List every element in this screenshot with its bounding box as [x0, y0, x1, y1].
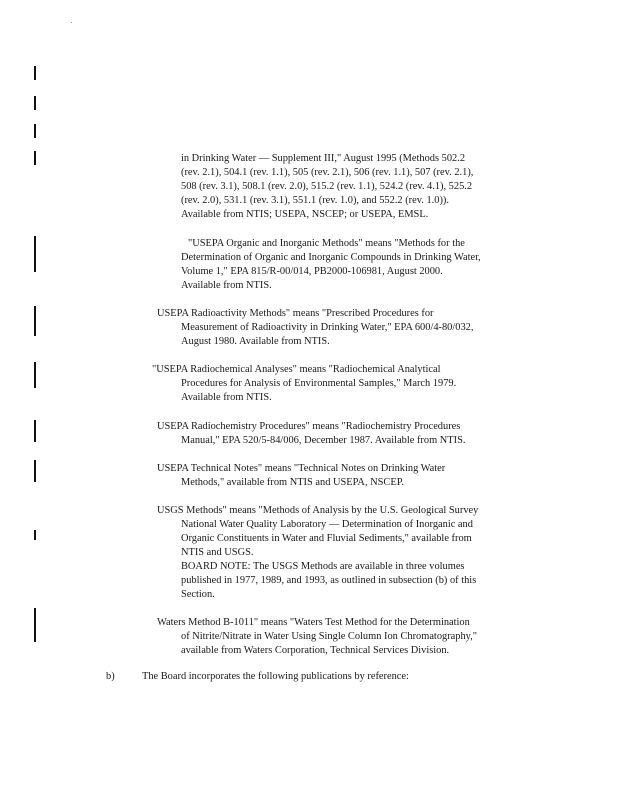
board-note: BOARD NOTE: The USGS Methods are available in three volumes — [181, 561, 465, 572]
change-bar — [34, 151, 36, 165]
document-line: USGS Methods" means "Methods of Analysis by the U.S. Geological Survey — [157, 505, 479, 516]
change-bar — [34, 460, 36, 482]
document-line: Available from NTIS. — [181, 392, 272, 403]
document-line: USEPA Technical Notes" means "Technical Notes on Drinking Water — [157, 463, 446, 474]
scan-speck — [71, 22, 72, 23]
document-line: available from Waters Corporation, Technical Services Division. — [181, 645, 450, 656]
document-line: in Drinking Water — Supplement III," August 1995 (Methods 502.2 — [181, 153, 466, 164]
document-line: National Water Quality Laboratory — Determination of Inorganic and — [181, 519, 473, 530]
subsection-label: b) — [106, 671, 115, 682]
change-bar — [34, 420, 36, 442]
document-line: (rev. 2.0), 531.1 (rev. 3.1), 551.1 (rev. 1.0), and 552.2 (rev. 1.0)). — [181, 195, 449, 206]
document-line: "USEPA Organic and Inorganic Methods" means "Methods for the — [188, 238, 465, 249]
document-line: USEPA Radiochemistry Procedures" means "Radiochemistry Procedures — [157, 421, 461, 432]
change-bar — [34, 66, 36, 80]
document-line: Measurement of Radioactivity in Drinking Water," EPA 600/4-80/032, — [181, 322, 474, 333]
document-line: Volume 1," EPA 815/R-00/014, PB2000-106981, August 2000. — [181, 266, 443, 277]
document-line: August 1980. Available from NTIS. — [181, 336, 330, 347]
change-bar — [34, 124, 36, 138]
document-line: USEPA Radioactivity Methods" means "Prescribed Procedures for — [157, 308, 434, 319]
board-note: Section. — [181, 589, 215, 600]
document-line: "USEPA Radiochemical Analyses" means "Radiochemical Analytical — [152, 364, 441, 375]
document-line: Available from NTIS; USEPA, NSCEP; or USEPA, EMSL. — [181, 209, 429, 220]
document-line: Methods," available from NTIS and USEPA, NSCEP. — [181, 477, 404, 488]
document-line: (rev. 2.1), 504.1 (rev. 1.1), 505 (rev. 2.1), 506 (rev. 1.1), 507 (rev. 2.1), — [181, 167, 474, 178]
board-note: published in 1977, 1989, and 1993, as outlined in subsection (b) of this — [181, 575, 477, 586]
document-line: Waters Method B-1011" means "Waters Test Method for the Determination — [157, 617, 470, 628]
document-line: Available from NTIS. — [181, 280, 272, 291]
change-bar — [34, 530, 36, 540]
change-bar — [34, 236, 36, 272]
change-bar — [34, 96, 36, 110]
change-bar — [34, 608, 36, 642]
document-line: Manual," EPA 520/5-84/006, December 1987. Available from NTIS. — [181, 435, 466, 446]
document-line: Determination of Organic and Inorganic Compounds in Drinking Water, — [181, 252, 481, 263]
document-line: of Nitrite/Nitrate in Water Using Single Column Ion Chromatography," — [181, 631, 478, 642]
document-line: 508 (rev. 3.1), 508.1 (rev. 2.0), 515.2 (rev. 1.1), 524.2 (rev. 4.1), 525.2 — [181, 181, 473, 192]
change-bar — [34, 306, 36, 336]
change-bar — [34, 362, 36, 388]
document-line: Procedures for Analysis of Environmental Samples," March 1979. — [181, 378, 457, 389]
subsection-text: The Board incorporates the following publications by reference: — [142, 671, 409, 682]
document-line: Organic Constituents in Water and Fluvial Sediments," available from — [181, 533, 472, 544]
document-line: NTIS and USGS. — [181, 547, 254, 558]
